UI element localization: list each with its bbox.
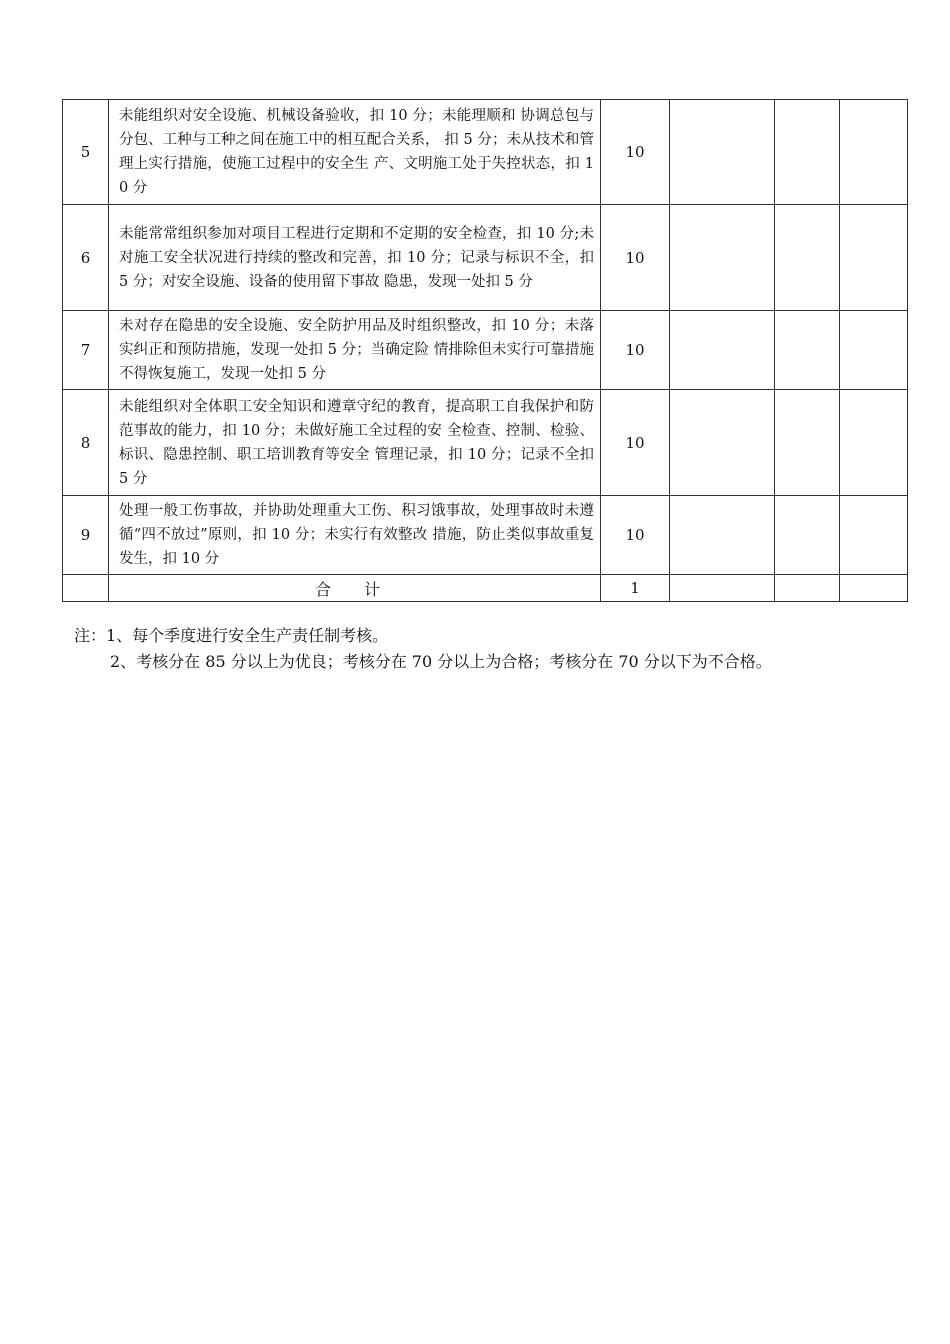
empty-cell	[840, 390, 908, 496]
table-row	[63, 100, 908, 205]
item-score: 10	[601, 205, 670, 311]
assessment-table	[62, 99, 908, 602]
item-score: 10	[601, 390, 670, 496]
empty-cell	[775, 575, 840, 602]
note-line-1: 注：1、每个季度进行安全生产责任制考核。	[74, 626, 389, 645]
empty-cell	[840, 311, 908, 390]
item-number: 7	[63, 311, 109, 390]
empty-cell	[840, 496, 908, 575]
empty-cell	[840, 575, 908, 602]
empty-cell	[63, 575, 109, 602]
table-row	[63, 496, 908, 575]
table-row	[63, 390, 908, 496]
empty-cell	[840, 205, 908, 311]
empty-cell	[775, 100, 840, 205]
empty-cell	[670, 390, 775, 496]
item-criteria: 未能组织对安全设施、机械设备验收，扣 10 分；未能理顺和 协调总包与分包、工种与工种之间在施工中的相互配合关系， 扣 5 分；未从技术和管理上实行措施，使施工过程中的安全生 产、文明施工处于失控状态，扣 10 分	[109, 100, 601, 205]
item-criteria: 未能组织对全体职工安全知识和遵章守纪的教育，提高职工自我保护和防范事故的能力，扣 10 分；未做好施工全过程的安 全检查、控制、检验、标识、隐患控制、职工培训教育等安全 管理记录，扣 10 分；记录不全扣 5 分	[109, 390, 601, 496]
item-criteria: 未能常常组织参加对项目工程进行定期和不定期的安全检查，扣 10 分;未对施工安全状况进行持续的整改和完善，扣 10 分；记录与标识不全，扣 5 分；对安全设施、设备的使用留下事故 隐患，发现一处扣 5 分	[109, 205, 601, 311]
item-number: 6	[63, 205, 109, 311]
total-label: 合 计	[109, 575, 601, 602]
empty-cell	[775, 496, 840, 575]
empty-cell	[775, 205, 840, 311]
total-row	[63, 575, 908, 602]
item-number: 9	[63, 496, 109, 575]
table-row	[63, 205, 908, 311]
empty-cell	[840, 100, 908, 205]
item-score: 10	[601, 496, 670, 575]
item-number: 8	[63, 390, 109, 496]
item-number: 5	[63, 100, 109, 205]
assessment-table-section	[62, 99, 907, 602]
empty-cell	[775, 311, 840, 390]
empty-cell	[670, 311, 775, 390]
total-score: 1	[601, 575, 670, 602]
empty-cell	[775, 390, 840, 496]
note-line-2: 2、考核分在 85 分以上为优良；考核分在 70 分以上为合格；考核分在 70 分以下为不合格。	[110, 652, 772, 671]
empty-cell	[670, 205, 775, 311]
empty-cell	[670, 100, 775, 205]
item-score: 10	[601, 311, 670, 390]
item-score: 10	[601, 100, 670, 205]
empty-cell	[670, 496, 775, 575]
item-criteria: 处理一般工伤事故，并协助处理重大工伤、积习饿事故，处理事故时未遵循“四不放过”原则，扣 10 分；未实行有效整改 措施，防止类似事故重复发生，扣 10 分	[109, 496, 601, 575]
notes-section	[74, 623, 914, 675]
table-row	[63, 311, 908, 390]
item-criteria: 未对存在隐患的安全设施、安全防护用品及时组织整改，扣 10 分；未落实纠正和预防措施，发现一处扣 5 分；当确定险 情排除但未实行可靠措施不得恢复施工，发现一处扣 5 分	[109, 311, 601, 390]
empty-cell	[670, 575, 775, 602]
